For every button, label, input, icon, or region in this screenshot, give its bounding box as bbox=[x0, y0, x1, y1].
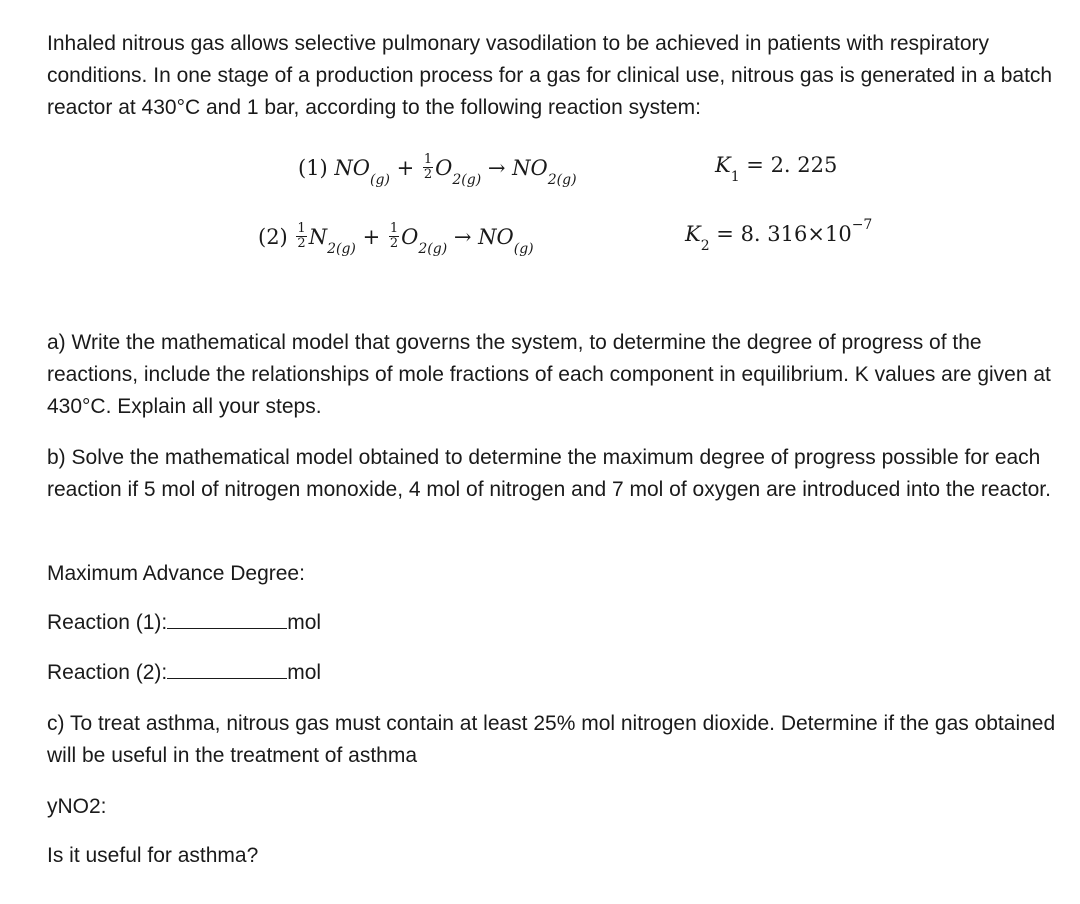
intro-paragraph: Inhaled nitrous gas allows selective pulmonary vasodilation to be achieved in patients with respiratory conditions. In one stage of a production process for a gas for clinical use, nitrous gas is generated in a batch reactor at 430°C and 1 bar, according to the following reaction system: bbox=[47, 32, 1053, 119]
k1-value: = 2. 225 bbox=[739, 153, 838, 177]
reaction-1-equation bbox=[298, 152, 577, 188]
reaction-1-product: NO bbox=[512, 156, 548, 180]
reaction-1-o-state: 2(g) bbox=[452, 172, 482, 188]
k2-exponent: −7 bbox=[851, 217, 873, 233]
reaction-2-half-fraction-n: $\frac{1}{2}$ bbox=[297, 221, 306, 251]
reaction-2-o-state: 2(g) bbox=[418, 241, 448, 257]
k2-expression bbox=[685, 217, 873, 254]
reaction-2-product: NO bbox=[478, 225, 514, 249]
reaction-2-n-state: 2(g) bbox=[327, 241, 356, 257]
reaction-2-answer-unit: mol bbox=[287, 661, 322, 684]
reaction-1-half-fraction: $\frac{1}{2}$ bbox=[423, 152, 433, 182]
reaction-2-answer-label: Reaction (2): bbox=[47, 661, 168, 684]
reaction-2-answer-row bbox=[47, 657, 321, 689]
part-b-paragraph: b) Solve the mathematical model obtained to determine the maximum degree of progress possible for each reaction if 5 mol of nitrogen monoxide, 4 mol of nitrogen and 7 mol of oxygen are introduced into the reactor. bbox=[47, 446, 1051, 501]
reaction-2-half-fraction-o: $\frac{1}{2}$ bbox=[389, 221, 399, 251]
reaction-2-o: O bbox=[401, 225, 419, 249]
part-a-paragraph: a) Write the mathematical model that governs the system, to determine the degree of progress of the reactions, include the relationships of mole fractions of each component in equilibrium. K values are given at 430°C. Explain all your steps. bbox=[47, 331, 1051, 418]
k2-subscript: 2 bbox=[700, 238, 710, 254]
reaction-2-answer-blank[interactable] bbox=[167, 658, 287, 679]
yno2-label: yNO2: bbox=[47, 795, 107, 818]
k1-symbol: K bbox=[715, 153, 731, 177]
reaction-2-arrow: → bbox=[453, 225, 472, 249]
part-c-paragraph: c) To treat asthma, nitrous gas must contain at least 25% mol nitrogen dioxide. Determine if the gas obtained will be useful in the treatment of asthma bbox=[47, 712, 1056, 767]
reaction-2-label: (2) bbox=[258, 225, 295, 249]
reaction-1-answer-blank[interactable] bbox=[167, 608, 287, 629]
max-advance-label: Maximum Advance Degree: bbox=[47, 562, 305, 585]
reaction-1-o: O bbox=[435, 156, 453, 180]
reaction-1-arrow: → bbox=[487, 156, 506, 180]
reaction-1-answer-label: Reaction (1): bbox=[47, 611, 168, 634]
reaction-1-plus: + bbox=[396, 156, 415, 180]
k2-symbol: K bbox=[685, 222, 701, 246]
reaction-2-product-state: (g) bbox=[513, 241, 534, 257]
k2-value: = 8. 316×10 bbox=[709, 222, 852, 246]
reaction-1-no: NO bbox=[334, 156, 371, 180]
reaction-2-n: N bbox=[308, 225, 328, 249]
reaction-1-answer-unit: mol bbox=[287, 611, 322, 634]
reaction-1-product-state: 2(g) bbox=[547, 172, 577, 188]
reaction-1-label: (1) bbox=[298, 156, 335, 180]
reaction-1-answer-row bbox=[47, 607, 321, 639]
k1-expression bbox=[715, 153, 838, 185]
k1-subscript: 1 bbox=[730, 169, 740, 185]
reaction-2-equation bbox=[258, 221, 534, 257]
useful-question: Is it useful for asthma? bbox=[47, 844, 259, 867]
reaction-1-no-state: (g) bbox=[370, 172, 390, 188]
reaction-2-plus: + bbox=[362, 225, 381, 249]
